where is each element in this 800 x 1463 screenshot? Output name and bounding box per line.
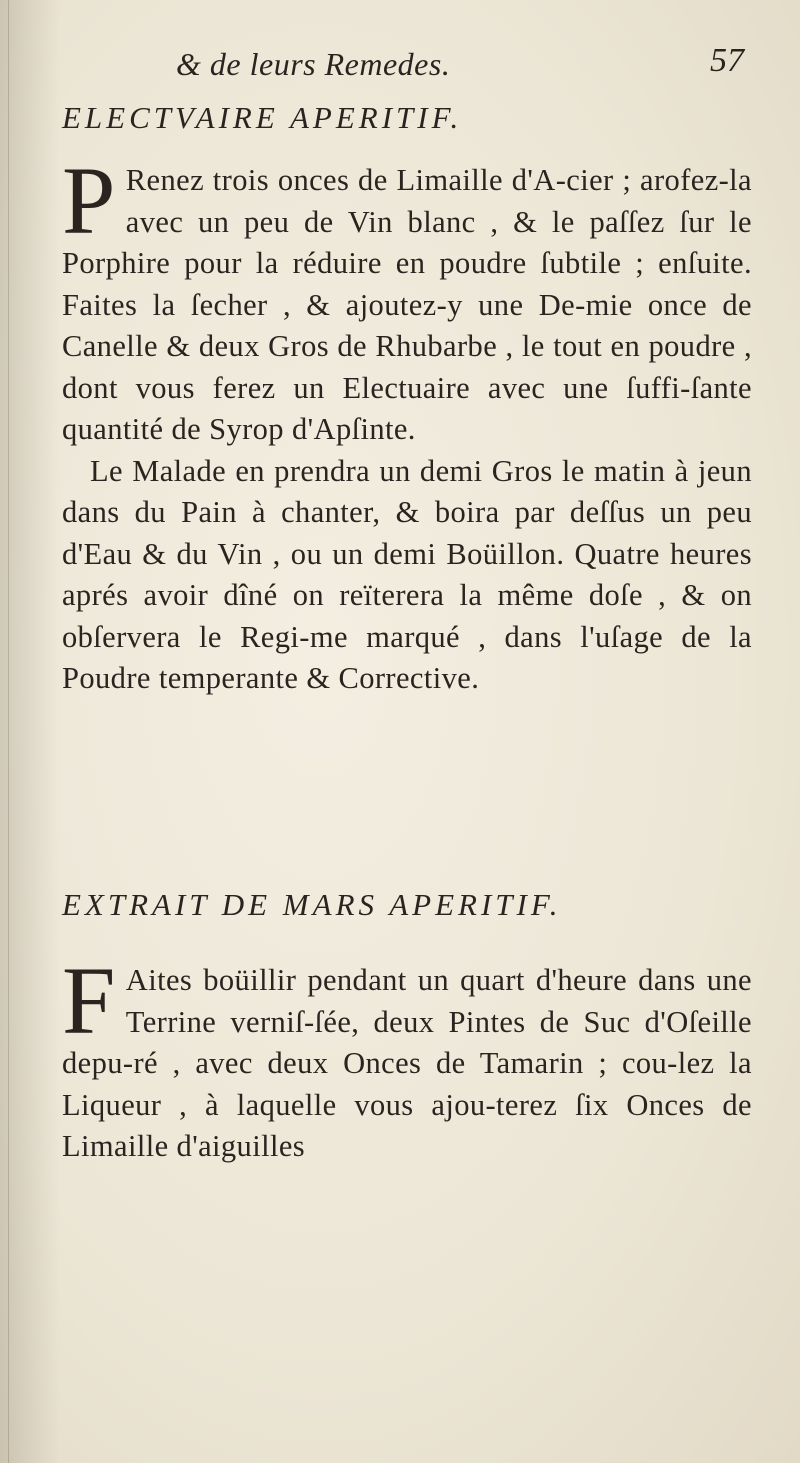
section-body-extrait — [62, 947, 752, 1168]
running-title: & de leurs Remedes. — [176, 46, 451, 82]
gutter-shadow — [0, 0, 60, 1463]
page-number: 57 — [710, 42, 744, 79]
paragraph-text: Renez trois onces de Limaille d'A-cier ; arofez-la avec un peu de Vin blanc , & le paſſez ſur le Porphire pour la réduire en poudre ſubtile ; enſuite. Faites la ſecher , & ajoutez-y une De-mie once de Canelle & deux Gros de Rhubarbe , le tout en poudre , dont vous ferez un Electuaire avec une ſuffi-ſante quantité de Syrop d'Apſinte. — [62, 163, 752, 446]
paragraph — [62, 451, 752, 700]
section-title-electuaire: ELECTVAIRE APERITIF. — [62, 100, 463, 135]
running-header — [0, 38, 800, 88]
section-title-extrait: EXTRAIT DE MARS APERITIF. — [62, 887, 562, 922]
paragraph — [62, 147, 752, 451]
dropcap-f: F — [62, 947, 116, 1054]
dropcap-p: P — [62, 147, 116, 254]
paragraph-text: Aites boüillir pendant un quart d'heure dans une Terrine verniſ-ſée, deux Pintes de Suc d'Oſeille depu-ré , avec deux Onces de Tamarin ; cou-lez la Liqueur , à laquelle vous ajou-terez ſix Onces de Limaille d'aiguilles — [62, 963, 752, 1163]
paragraph — [62, 947, 752, 1168]
paragraph-text: Le Malade en prendra un demi Gros le matin à jeun dans du Pain à chanter, & boira par deſſus un peu d'Eau & du Vin , ou un demi Boüillon. Quatre heures aprés avoir dîné on reïterera la même doſe , & on obſervera le Regi-me marqué , dans l'uſage de la Poudre temperante & Corrective. — [62, 453, 752, 695]
page-fold-line — [8, 0, 9, 1463]
section-body-electuaire — [62, 147, 752, 700]
